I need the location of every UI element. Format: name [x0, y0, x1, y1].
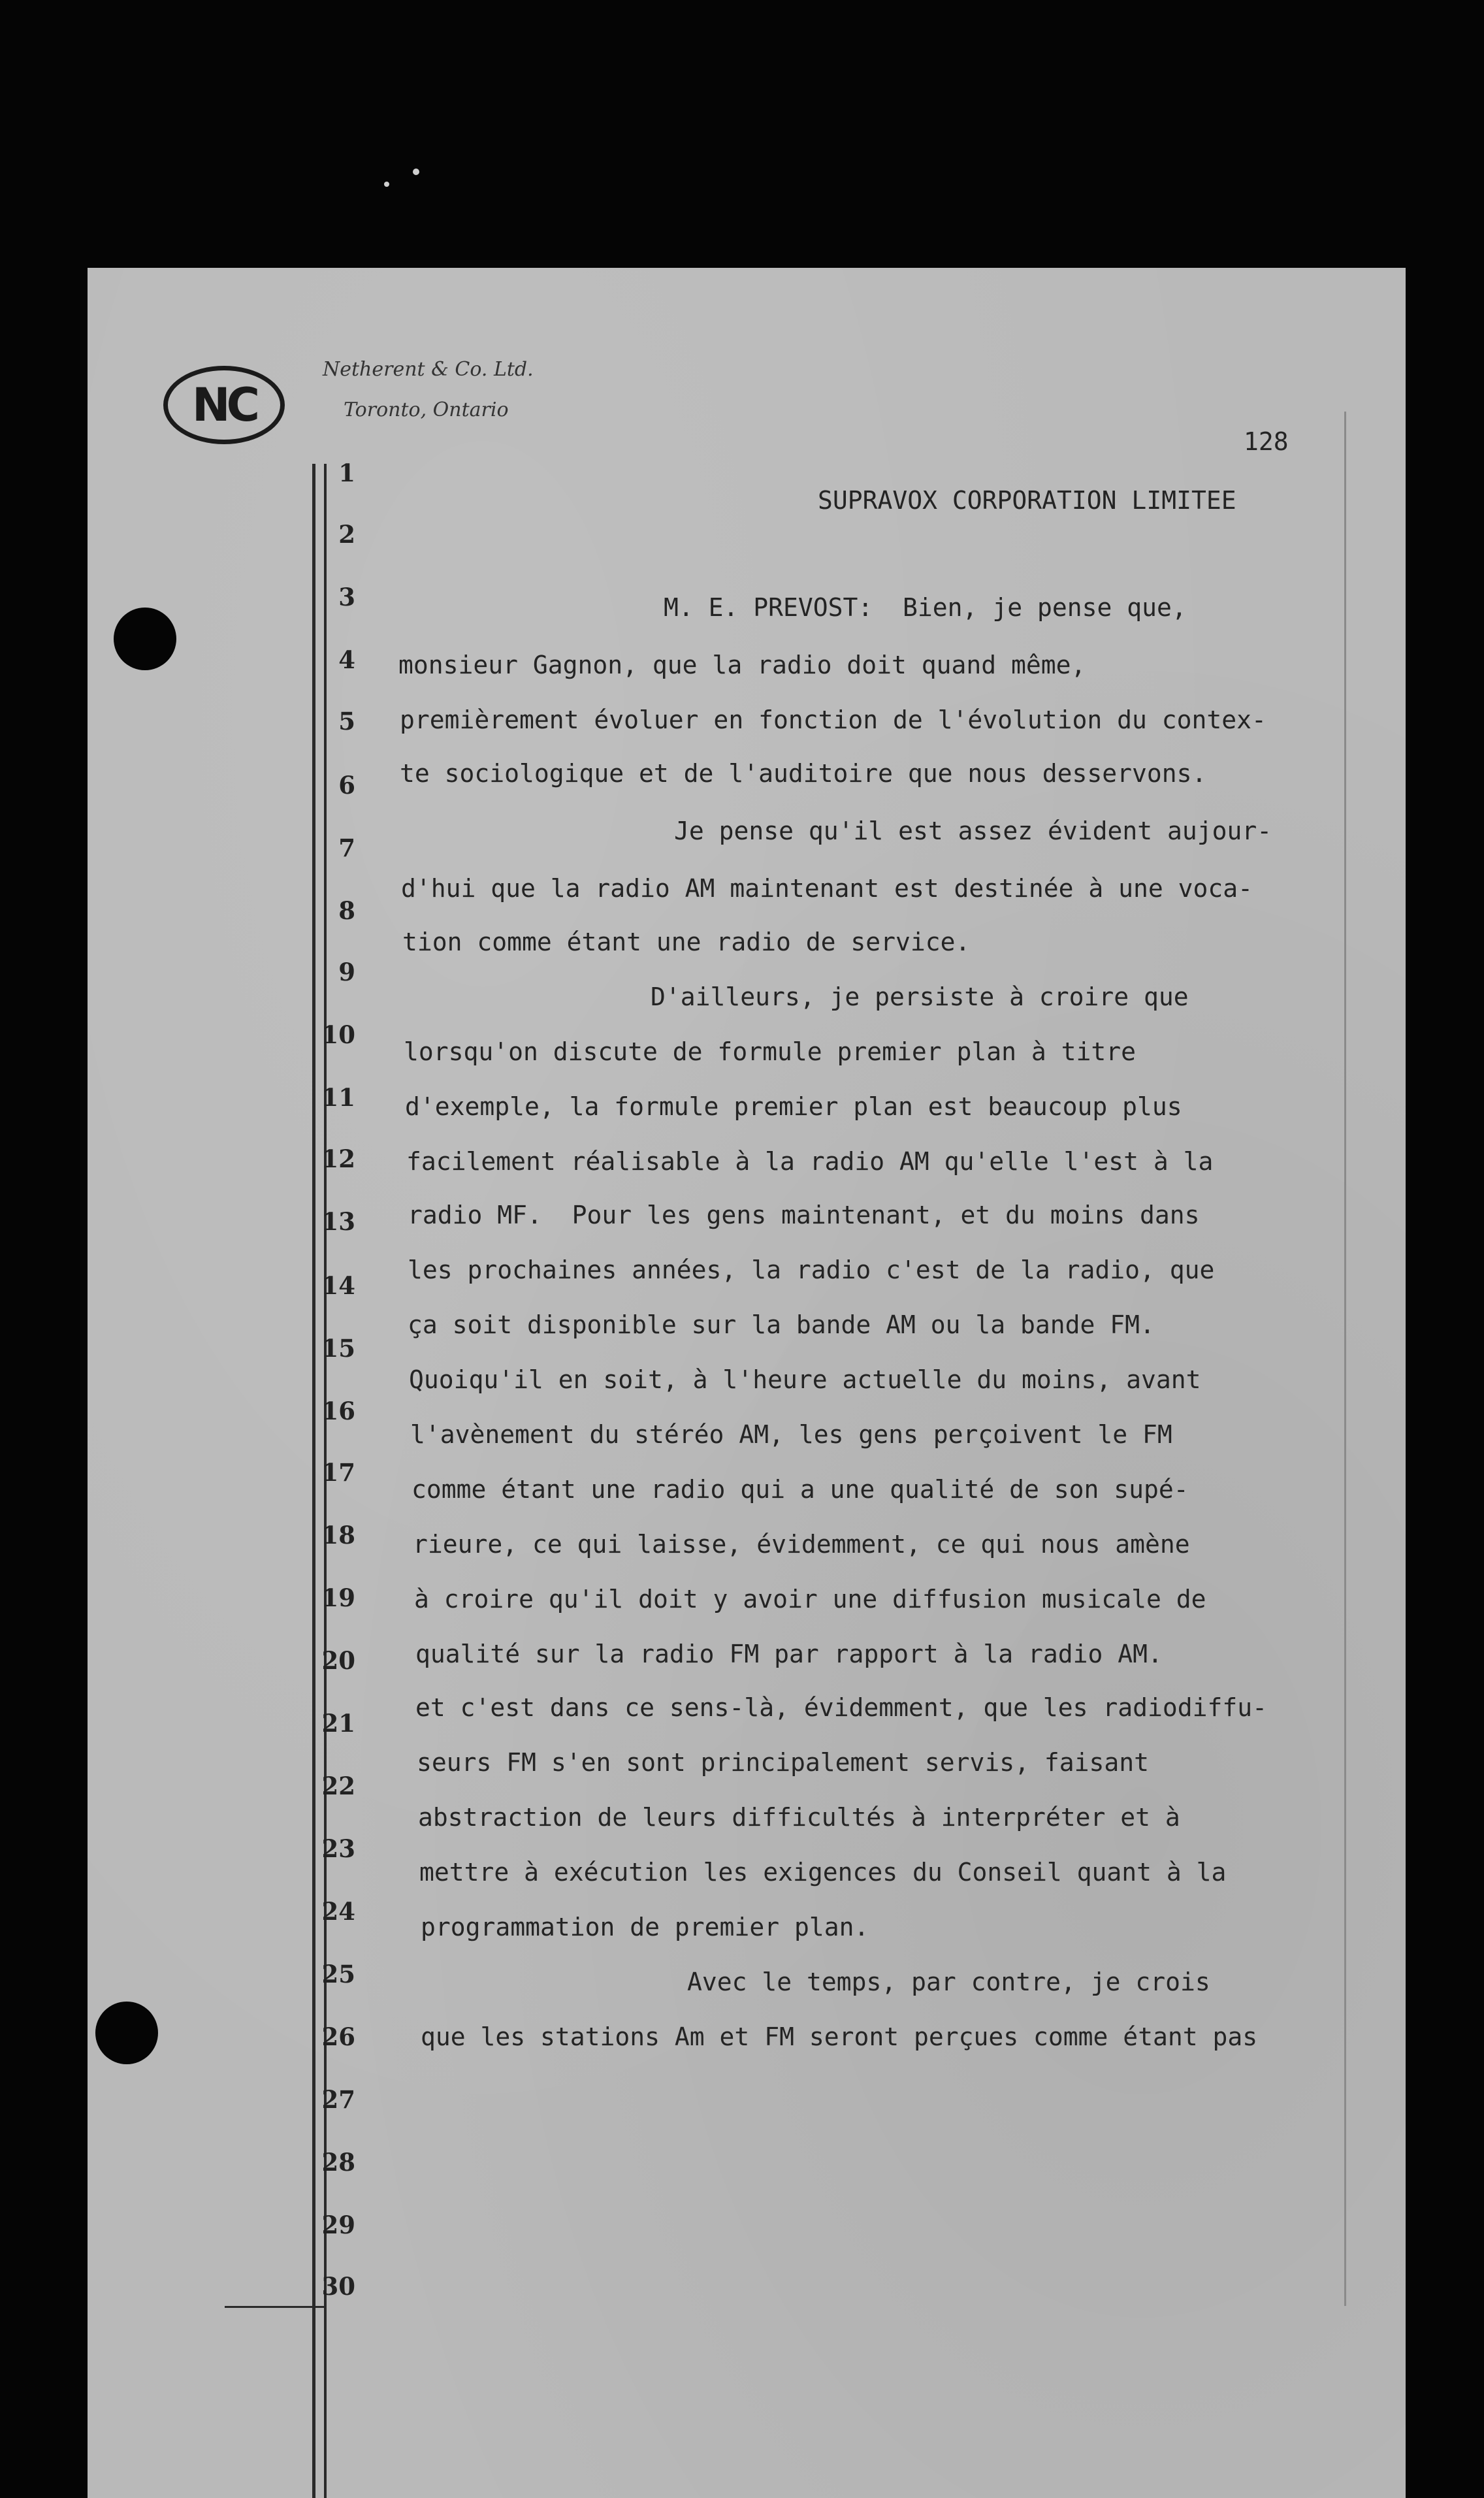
transcript-line: facilement réalisable à la radio AM qu'elle l'est à la	[406, 1147, 1214, 1176]
transcript-line: radio MF. Pour les gens maintenant, et du moins dans	[408, 1201, 1200, 1229]
line-number: 3	[338, 583, 355, 611]
line-number: 6	[338, 771, 355, 800]
transcript-line: premièrement évoluer en fonction de l'évolution du contex-	[400, 706, 1266, 734]
line-number: 7	[338, 834, 355, 862]
line-number: 8	[338, 896, 355, 925]
line-number: 4	[338, 645, 355, 674]
dust-speck	[413, 169, 419, 175]
transcript-line: l'avènement du stéréo AM, les gens perçoivent le FM	[410, 1420, 1172, 1449]
line-number: 17	[321, 1458, 355, 1487]
punch-hole	[95, 2002, 158, 2064]
transcript-line: qualité sur la radio FM par rapport à la radio AM.	[415, 1640, 1163, 1668]
transcript-line: mettre à exécution les exigences du Conseil quant à la	[419, 1858, 1227, 1887]
line-number: 23	[321, 1834, 355, 1863]
line-number: 10	[321, 1020, 355, 1049]
transcript-line: Je pense qu'il est assez évident aujour-	[674, 817, 1272, 845]
line-number: 26	[321, 2022, 355, 2051]
line-number: 1	[338, 459, 355, 487]
line-number: 5	[338, 707, 355, 736]
line-number: 14	[321, 1271, 355, 1300]
line-number: 15	[321, 1334, 355, 1363]
transcript-line: seurs FM s'en sont principalement servis, faisant	[417, 1748, 1150, 1777]
right-margin-rule	[1344, 412, 1346, 2306]
line-number: 27	[321, 2085, 355, 2114]
line-number: 29	[321, 2211, 355, 2239]
printer-name: Netherent & Co. Ltd.	[323, 358, 534, 381]
corporation-header: SUPRAVOX CORPORATION LIMITEE	[818, 486, 1236, 515]
printer-logo: NC	[163, 366, 285, 444]
line-number: 11	[321, 1083, 355, 1112]
transcript-line: et c'est dans ce sens-là, évidemment, que les radiodiffu-	[415, 1693, 1268, 1722]
line-number: 16	[321, 1397, 355, 1425]
transcript-line: rieure, ce qui laisse, évidemment, ce qui nous amène	[413, 1530, 1190, 1559]
transcript-line: tion comme étant une radio de service.	[402, 928, 971, 956]
punch-hole	[114, 608, 176, 670]
line-number: 20	[321, 1646, 355, 1675]
line-number: 22	[321, 1772, 355, 1800]
transcript-line: d'hui que la radio AM maintenant est destinée à une voca-	[401, 874, 1253, 903]
transcript-line: te sociologique et de l'auditoire que nous desservons.	[400, 759, 1207, 788]
line-number: 19	[321, 1583, 355, 1612]
transcript-line: d'exemple, la formule premier plan est beaucoup plus	[405, 1092, 1182, 1121]
line-number: 18	[321, 1521, 355, 1549]
line-number: 13	[321, 1207, 355, 1236]
document-page	[88, 268, 1406, 2498]
transcript-line: Avec le temps, par contre, je crois	[687, 1968, 1210, 1996]
transcript-line: abstraction de leurs difficultés à interpréter et à	[418, 1803, 1180, 1832]
printer-city: Toronto, Ontario	[344, 398, 509, 421]
transcript-line: que les stations Am et FM seront perçues comme étant pas	[421, 2022, 1258, 2051]
line-number: 28	[321, 2148, 355, 2177]
bottom-rule	[225, 2306, 325, 2308]
transcript-line: M. E. PREVOST: Bien, je pense que,	[664, 593, 1187, 622]
transcript-line: programmation de premier plan.	[421, 1913, 869, 1941]
page-number: 128	[1244, 427, 1289, 456]
dust-speck	[384, 182, 389, 187]
line-number: 30	[321, 2272, 355, 2301]
line-number: 9	[338, 958, 355, 986]
transcript-line: à croire qu'il doit y avoir une diffusion musicale de	[414, 1585, 1206, 1614]
line-number: 24	[321, 1897, 355, 1926]
transcript-line: lorsqu'on discute de formule premier plan à titre	[404, 1037, 1137, 1066]
line-number: 12	[321, 1144, 355, 1173]
transcript-line: monsieur Gagnon, que la radio doit quand même,	[398, 651, 1086, 679]
line-number: 21	[321, 1709, 355, 1738]
transcript-line: ça soit disponible sur la bande AM ou la bande FM.	[408, 1310, 1155, 1339]
transcript-line: D'ailleurs, je persiste à croire que	[651, 982, 1189, 1011]
transcript-line: Quoiqu'il en soit, à l'heure actuelle du moins, avant	[409, 1365, 1201, 1394]
line-number: 2	[338, 520, 355, 549]
line-number: 25	[321, 1960, 355, 1988]
transcript-line: comme étant une radio qui a une qualité de son supé-	[411, 1475, 1189, 1504]
transcript-line: les prochaines années, la radio c'est de la radio, que	[408, 1256, 1215, 1284]
